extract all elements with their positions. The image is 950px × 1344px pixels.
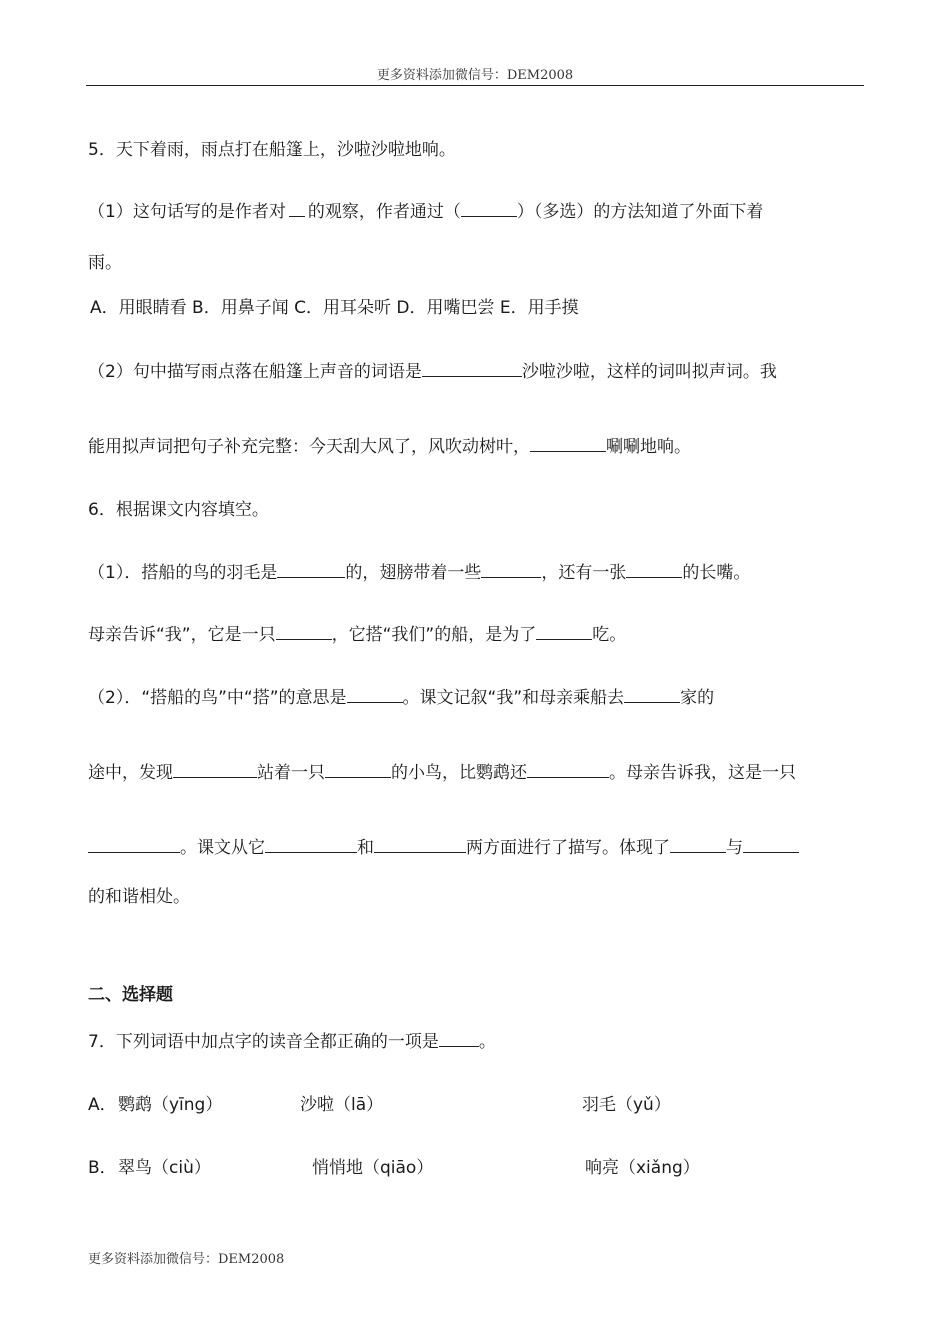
q6-blank-beak[interactable] [626, 562, 682, 578]
q5-part2 [88, 361, 777, 383]
q6-part1 [88, 562, 750, 584]
q6-part2-text-k: 与 [726, 838, 743, 858]
q5-stem: 5．天下着雨，雨点打在船篷上，沙啦沙啦地响。 [88, 140, 456, 160]
q7-blank-answer[interactable] [439, 1031, 479, 1047]
q5-part2-text-d: 唰唰地响。 [606, 437, 691, 457]
page-footer: 更多资料添加微信号：DEM2008 [88, 1252, 285, 1267]
q7-option-a-item-3: 羽毛（yǔ） [582, 1095, 671, 1115]
q6-part2-text-g: 。母亲告诉我，这是一只 [609, 763, 796, 783]
q6-blank-comparison[interactable] [527, 762, 609, 778]
q5-options: A．用眼睛看 B．用鼻子闻 C．用耳朵听 D．用嘴巴尝 E．用手摸 [90, 298, 579, 318]
q5-blank-method[interactable] [461, 201, 517, 217]
q6-part2-text-e: 站着一只 [257, 763, 325, 783]
q6-part1-text-e: 母亲告诉“我”，它是一只 [88, 625, 276, 645]
q6-part1-continued [88, 624, 626, 646]
q5-blank-observation[interactable] [289, 201, 305, 217]
q6-part2-text-j: 两方面进行了描写。体现了 [466, 838, 670, 858]
q7-option-b-item-1: 翠鸟（ciù） [118, 1158, 211, 1178]
q7-stem-text: 7．下列词语中加点字的读音全都正确的一项是 [88, 1032, 439, 1052]
q5-part1-continued: 雨。 [88, 253, 122, 273]
q6-part1-text-f: ，它搭“我们”的船，是为了 [331, 625, 537, 645]
q5-blank-sound-word[interactable] [422, 361, 522, 377]
q7-option-a-item-1: 鹦鹉（yīng） [118, 1095, 223, 1115]
q6-part2-text-a: （2）．“搭船的鸟”中“搭”的意思是 [88, 688, 347, 708]
q6-blank-destination[interactable] [624, 687, 680, 703]
q5-blank-onomatopoeia[interactable] [530, 436, 606, 452]
q6-part2-text-h: 。课文从它 [180, 838, 265, 858]
q7-option-a-label: A． [88, 1095, 117, 1115]
q6-part1-text-d: 的长嘴。 [682, 563, 751, 583]
q6-blank-subject-2[interactable] [743, 837, 799, 853]
q5-part2-continued [88, 436, 691, 458]
q6-part2-text-b: 。课文记叙“我”和母亲乘船去 [402, 688, 625, 708]
q7-option-b-item-2: 悄悄地（qiāo） [312, 1158, 434, 1178]
q6-part2-line4: 的和谐相处。 [88, 887, 190, 907]
q6-blank-location[interactable] [173, 762, 257, 778]
q6-blank-meaning[interactable] [347, 687, 403, 703]
q6-part2-text-d: 途中，发现 [88, 763, 173, 783]
section-title: 二、选择题 [88, 985, 173, 1005]
q6-part2-line2 [88, 762, 796, 784]
q6-part1-text-b: 的，翅膀带着一些 [345, 563, 482, 583]
header-divider [86, 85, 864, 86]
page-header: 更多资料添加微信号：DEM2008 [376, 68, 574, 83]
q5-part1-text-a: （1）这句话写的是作者对 [88, 202, 286, 222]
q7-stem [88, 1031, 496, 1053]
q6-part1-text-c: ，还有一张 [541, 563, 627, 583]
q6-part2-text-i: 和 [357, 838, 374, 858]
q7-option-b-item-3: 响亮（xiǎng） [585, 1158, 700, 1178]
q6-blank-wing[interactable] [481, 562, 541, 578]
q6-blank-color[interactable] [325, 762, 391, 778]
q5-part2-text-a: （2）句中描写雨点落在船篷上声音的词语是 [88, 362, 422, 382]
q7-stem-end: 。 [478, 1032, 496, 1052]
q6-part2-line3 [88, 837, 799, 859]
q7-option-b-label: B． [88, 1158, 117, 1178]
q6-part1-text-g: 吃。 [592, 625, 627, 645]
q6-blank-feather[interactable] [277, 562, 345, 578]
q6-stem: 6．根据课文内容填空。 [88, 500, 269, 520]
q6-blank-aspect-1[interactable] [265, 837, 357, 853]
q6-part1-text-a: （1）．搭船的鸟的羽毛是 [88, 563, 278, 583]
q6-blank-purpose[interactable] [536, 624, 592, 640]
q6-blank-bird-name[interactable] [88, 837, 180, 853]
q5-part2-text-b: 沙啦沙啦，这样的词叫拟声词。我 [521, 362, 777, 382]
q5-part1-text-b: 的观察，作者通过（ [307, 202, 461, 222]
q6-part2-text-c: 家的 [680, 688, 715, 708]
q5-part2-text-c: 能用拟声词把句子补充完整：今天刮大风了，风吹动树叶， [88, 437, 530, 457]
q6-blank-aspect-2[interactable] [374, 837, 466, 853]
q6-part2-text-f: 的小鸟，比鹦鹉还 [391, 763, 527, 783]
q6-part2 [88, 687, 714, 709]
q6-blank-subject-1[interactable] [670, 837, 726, 853]
q7-option-a-item-2: 沙啦（lā） [300, 1095, 384, 1115]
q6-blank-bird-type[interactable] [276, 624, 332, 640]
q5-part1 [88, 201, 763, 223]
q5-part1-text-c: ）（多选）的方法知道了外面下着 [516, 202, 764, 222]
